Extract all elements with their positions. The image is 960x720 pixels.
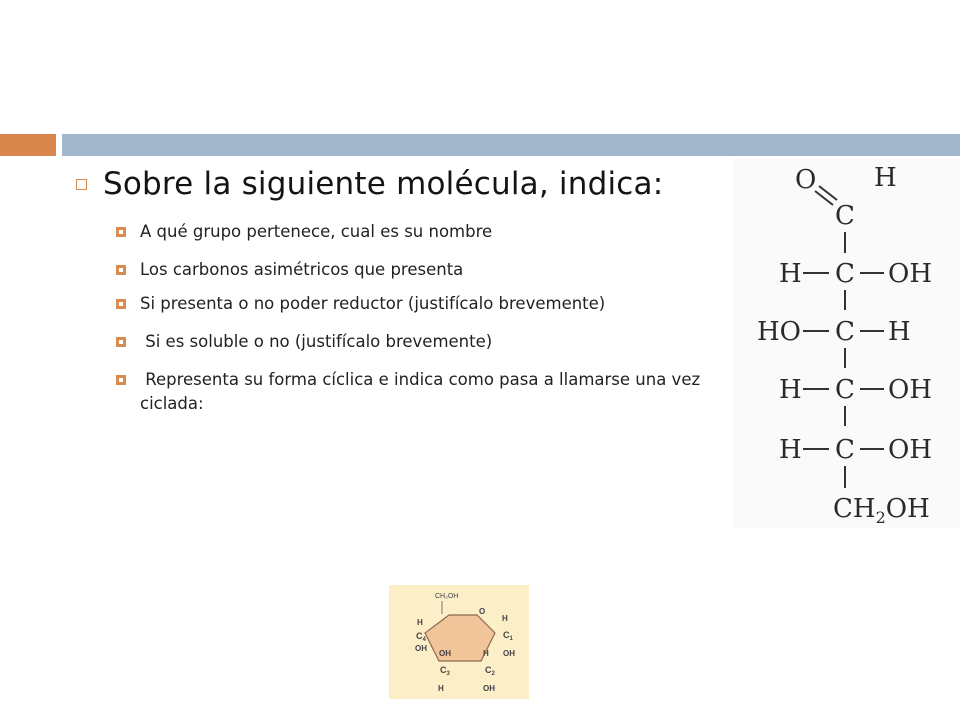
ring-oh-left: OH (415, 644, 427, 653)
fischer-row4-c: C (835, 435, 855, 465)
accent-bar-blue (62, 134, 960, 156)
fischer-row2-left: HO (757, 317, 801, 347)
fischer-row2-c: C (835, 317, 855, 347)
list-item: Si es soluble o no (justifícalo brevemente) (116, 330, 716, 354)
ring-h-left: H (417, 618, 423, 627)
ring-c1: $C_1$ (503, 630, 513, 642)
ring-oh-center: OH (439, 649, 451, 658)
ring-h-top-right: H (502, 614, 508, 623)
fischer-row3-left: H (779, 375, 802, 405)
ring-o: O (479, 607, 486, 616)
fischer-row3-right: OH (888, 375, 932, 405)
fischer-row4-right: OH (888, 435, 932, 465)
list-item: Representa su forma cíclica e indica como pasa a llamarse una vez ciclada: (116, 368, 726, 416)
ring-oh-bottom: OH (483, 684, 495, 693)
fischer-row4-left: H (779, 435, 802, 465)
ring-oh-right: OH (503, 649, 515, 658)
ring-h-center: H (483, 649, 489, 658)
square-bullet-icon (116, 299, 126, 309)
square-bullet-icon (116, 265, 126, 275)
square-bullet-icon (116, 375, 126, 385)
haworth-ring-image (389, 585, 529, 699)
fischer-top-h: H (874, 163, 897, 193)
slide-title: Sobre la siguiente molécula, indica: (103, 166, 664, 202)
ring-h-bottom: H (438, 684, 444, 693)
fischer-projection (733, 158, 960, 528)
fischer-c1: C (835, 201, 855, 231)
accent-bar-orange (0, 134, 56, 156)
ring-c4: $C_4$ (416, 631, 426, 643)
fischer-row1-left: H (779, 259, 802, 289)
square-bullet-icon (76, 179, 87, 190)
fischer-bottom: $CH_2OH$ (833, 494, 930, 527)
fischer-row2-right: H (888, 317, 911, 347)
list-item: Los carbonos asimétricos que presenta (116, 258, 716, 282)
fischer-row3-c: C (835, 375, 855, 405)
square-bullet-icon (116, 337, 126, 347)
list-item: Si presenta o no poder reductor (justifícalo brevemente) (116, 292, 716, 316)
fischer-row1-right: OH (888, 259, 932, 289)
title-row (76, 166, 663, 202)
square-bullet-icon (116, 227, 126, 237)
ring-c2: $C_2$ (485, 665, 495, 677)
list-item: A qué grupo pertenece, cual es su nombre (116, 220, 716, 244)
ring-c3: $C_3$ (440, 665, 450, 677)
fischer-row1-c: C (835, 259, 855, 289)
fischer-top-o: O (795, 165, 817, 195)
ring-ch2oh: CH₂OH (435, 593, 459, 600)
